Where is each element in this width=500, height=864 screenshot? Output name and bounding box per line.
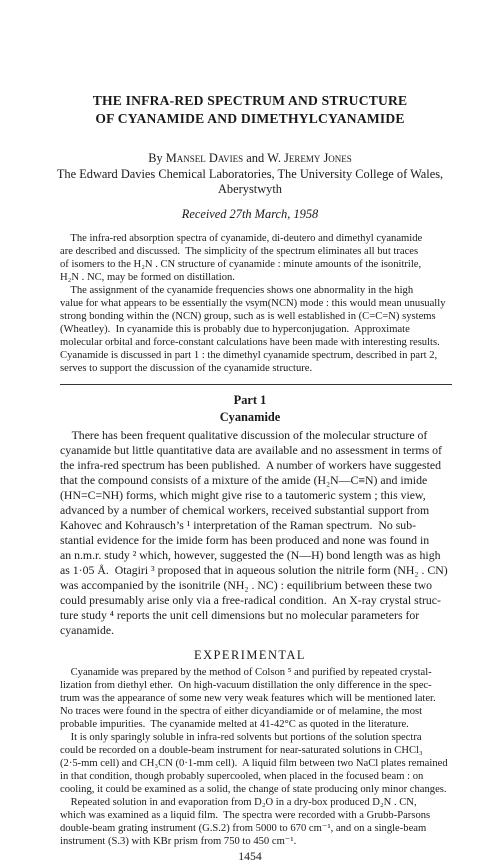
experimental-line: Repeated solution in and evaporation from D₂O in a dry-box produced D₂N . CN, (60, 797, 417, 808)
and-label: and (246, 151, 265, 165)
author-2: W. Jeremy Jones (267, 151, 352, 165)
body-line: (HN=C=NH) forms, which might give rise to a tautomeric system ; this view, (60, 488, 426, 502)
experimental-line: could be recorded on a double-beam instrument for near-saturated solutions in CHCl₃ (60, 745, 423, 756)
abstract-line: The assignment of the cyanamide frequencies shows one abnormality in the high (60, 285, 414, 296)
by-label: By (148, 151, 163, 165)
article-title-line-2: OF CYANAMIDE AND DIMETHYLCYANAMIDE (95, 111, 405, 126)
body-line: cyanamide but little quantitative data are available and no assessment in terms of (60, 443, 442, 457)
body-line: ture study ⁴ reports the unit cell dimensions but no molecular parameters for (60, 608, 420, 622)
abstract-line: serves to support the discussion of the cyanamide structure. (60, 363, 313, 374)
experimental-line: which was examined as a liquid film. The spectra were recorded with a Grubb-Parsons (60, 810, 431, 821)
body-line: was accompanied by the isonitrile (NH₂ . NC) : equilibrium between these two (60, 578, 433, 592)
abstract-line: are described and discussed. The simplicity of the spectrum eliminates all but traces (60, 246, 419, 257)
article-title-line-1: THE INFRA-RED SPECTRUM AND STRUCTURE (92, 93, 408, 108)
author-1: Mansel Davies (165, 151, 244, 165)
abstract-line: molecular orbital and force-constant calculations have been made with interesting results. (60, 337, 440, 348)
experimental-heading: EXPERIMENTAL (194, 648, 306, 662)
section-heading: Cyanamide (219, 410, 281, 424)
abstract-line: strong bonding within the (NCN) group, such as is well established in (C=C=N) systems (60, 311, 436, 322)
abstract-line: H₂N . NC, may be formed on distillation. (60, 272, 235, 283)
experimental-line: (2·5-mm cell) and CH₃CN (0·1-mm cell). A liquid film between two NaCl plates remained (60, 758, 448, 769)
body-line: that the compound consists of a mixture of the amide (H₂N—C≡N) and imide (60, 473, 428, 487)
abstract-line: value for what appears to be essentially the νsym(NCN) mode : this would mean unusually (60, 298, 446, 309)
body-line: the infra-red spectrum has been published. A number of workers have suggested (60, 458, 441, 472)
experimental-line: Cyanamide was prepared by the method of Colson ⁵ and purified by repeated crystal- (60, 667, 432, 678)
body-line: as 1·05 Å. Otagiri ³ proposed that in aqueous solution the nitrile form (NH₂ . CN) (60, 563, 448, 577)
body-line: stantial evidence for the imide form has been produced and none was found in (60, 533, 430, 547)
affiliation-line-2: Aberystwyth (217, 182, 282, 196)
body-line: advanced by a number of chemical workers, received substantial support from (60, 503, 430, 517)
abstract-line: Cyanamide is discussed in part 1 : the dimethyl cyanamide spectrum, described in part 2, (60, 350, 438, 361)
abstract-line: (Wheatley). In cyanamide this is probably due to hyperconjugation. Approximate (60, 324, 410, 335)
page-number: 1454 (238, 849, 262, 863)
experimental-line: trum was the appearance of some new very weak features which will be mentioned later. (60, 693, 436, 704)
part-heading: Part 1 (233, 393, 267, 407)
abstract-line: of isomers to the H₂N . CN structure of cyanamide : minute amounts of the isonitrile, (60, 259, 422, 270)
body-line: could presumably arise only via a free-radical condition. An X-ray crystal struc- (60, 593, 441, 607)
body-line: There has been frequent qualitative discussion of the molecular structure of (60, 428, 428, 442)
experimental-line: It is only sparingly soluble in infra-red solvents but portions of the solution spectra (60, 732, 422, 743)
experimental-line: lization from diethyl ether. On high-vacuum distillation the only difference in the spec- (60, 680, 432, 691)
section-divider (60, 384, 452, 385)
experimental-line: cooling, it could be examined as a solid, the change of state producing only minor changes. (60, 784, 447, 795)
body-line: Kahovec and Kohrausch’s ¹ interpretation of the Raman spectrum. No sub- (60, 518, 417, 532)
author-line (40, 151, 460, 166)
body-line: an n.m.r. study ² which, however, suggested the (N—H) bond length was as high (60, 548, 441, 562)
body-line: cyanamide. (60, 623, 115, 637)
abstract-line: The infra-red absorption spectra of cyanamide, di-deutero and dimethyl cyanamide (60, 233, 423, 244)
experimental-line: in that condition, though probably supercooled, when placed in the focused beam : on (60, 771, 424, 782)
affiliation-line-1: The Edward Davies Chemical Laboratories, The University College of Wales, (56, 167, 444, 181)
received-date: Received 27th March, 1958 (181, 207, 319, 221)
experimental-line: No traces were found in the spectra of either dicyandiamide or of melamine, the most (60, 706, 423, 717)
experimental-line: double-beam grating instrument (G.S.2) from 5000 to 670 cm⁻¹, and on a single-beam (60, 823, 427, 834)
experimental-line: instrument (S.3) with KBr prism from 750 to 450 cm⁻¹. (60, 836, 297, 847)
experimental-line: probable impurities. The cyanamide melted at 41-42°C as quoted in the literature. (60, 719, 409, 730)
